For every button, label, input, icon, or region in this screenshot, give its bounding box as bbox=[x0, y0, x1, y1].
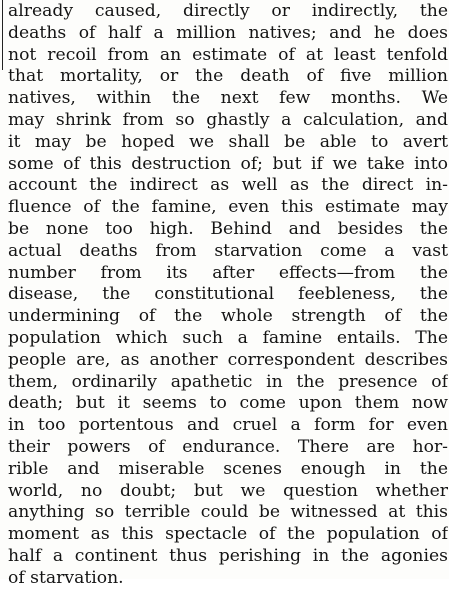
text-line: anything so terrible could be witnessed at this bbox=[8, 502, 448, 523]
text-line: be none too high. Behind and besides the bbox=[8, 218, 448, 239]
text-line: may shrink from so ghastly a calculation, and bbox=[8, 109, 448, 130]
text-line: moment as this spectacle of the population of bbox=[8, 524, 448, 545]
text-line: not recoil from an estimate of at least tenfold bbox=[8, 44, 448, 65]
text-line: deaths of half a million natives; and he does bbox=[8, 22, 448, 43]
text-line: number from its after effects—from the bbox=[8, 262, 448, 283]
text-line: that mortality, or the death of five million bbox=[8, 66, 448, 87]
text-line: in too portentous and cruel a form for even bbox=[8, 415, 448, 436]
text-line: natives, within the next few months. We bbox=[8, 88, 448, 109]
text-line: rible and miserable scenes enough in the bbox=[8, 458, 448, 479]
text-line: of starvation. bbox=[8, 567, 124, 588]
text-line: them, ordinarily apathetic in the presence of bbox=[8, 371, 448, 392]
text-line: half a continent thus perishing in the agonies bbox=[8, 545, 448, 566]
text-line: death; but it seems to come upon them now bbox=[8, 393, 448, 414]
text-line: it may be hoped we shall be able to avert bbox=[8, 131, 448, 152]
text-line: fluence of the famine, even this estimate may bbox=[8, 197, 448, 218]
text-line: people are, as another correspondent describes bbox=[8, 349, 448, 370]
column-rule bbox=[2, 0, 3, 70]
text-line: actual deaths from starvation come a vast bbox=[8, 240, 448, 261]
text-line: undermining of the whole strength of the bbox=[8, 306, 448, 327]
text-line: disease, the constitutional feebleness, the bbox=[8, 284, 448, 305]
text-line: already caused, directly or indirectly, the bbox=[8, 1, 448, 21]
text-line: some of this destruction of; but if we take into bbox=[8, 153, 448, 174]
text-line: account the indirect as well as the direct in- bbox=[8, 175, 448, 196]
text-line: world, no doubt; but we question whether bbox=[8, 480, 448, 501]
text-line: population which such a famine entails. The bbox=[8, 327, 448, 348]
article-column bbox=[8, 1, 448, 590]
text-line: their powers of endurance. There are hor- bbox=[8, 436, 448, 457]
